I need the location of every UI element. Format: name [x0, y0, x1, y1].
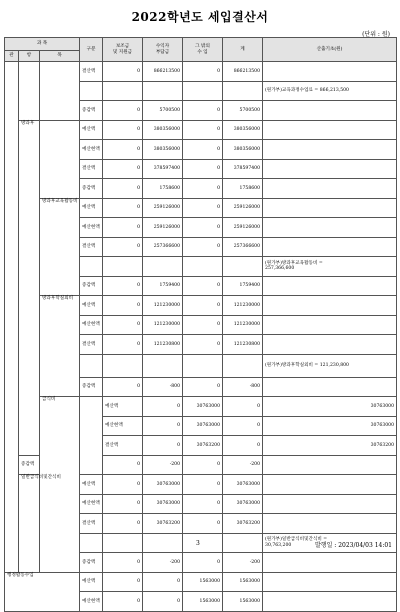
- cell-beneficiary: -800: [143, 377, 183, 397]
- cell-other: 0: [183, 237, 223, 257]
- cell-subsidy: 0: [103, 553, 143, 573]
- cell-total: 121230000: [223, 315, 263, 335]
- cell-other: [183, 533, 223, 553]
- cell-other: [183, 354, 223, 377]
- cell-other: 0: [223, 416, 263, 436]
- row-label: 예산액: [103, 397, 143, 417]
- cell-basis: [263, 572, 397, 592]
- row-label: 증감액: [80, 553, 103, 573]
- cell-beneficiary: 378597400: [143, 159, 183, 179]
- cell-basis: [263, 101, 397, 121]
- row-label: 예산액: [80, 572, 103, 592]
- cell-basis: [263, 140, 397, 160]
- cell-beneficiary: 380356000: [143, 120, 183, 140]
- cell-total: 30763000: [263, 397, 397, 417]
- cell-total: 121230800: [223, 335, 263, 355]
- row-label: 예산액: [80, 198, 103, 218]
- cell-subsidy: [103, 81, 143, 101]
- cell-other: 0: [183, 218, 223, 238]
- mok-cell: [40, 120, 80, 198]
- cell-beneficiary: 1759400: [143, 276, 183, 296]
- cell-total: 257366600: [223, 237, 263, 257]
- row-label: 결산액: [80, 62, 103, 82]
- row-label: 결산액: [80, 335, 103, 355]
- header-other: 그 밖의 수 입: [183, 38, 223, 62]
- cell-basis: [263, 159, 397, 179]
- cell-subsidy: 0: [103, 572, 143, 592]
- row-label: 결산액: [80, 514, 103, 534]
- cell-basis: [263, 455, 397, 475]
- cell-other: 0: [183, 494, 223, 514]
- cell-subsidy: 0: [143, 416, 183, 436]
- cell-total: 259126000: [223, 218, 263, 238]
- cell-beneficiary: [143, 533, 183, 553]
- header-beneficiary: 수익자 부담금: [143, 38, 183, 62]
- cell-total: 30763000: [223, 494, 263, 514]
- cell-subsidy: 0: [103, 62, 143, 82]
- cell-basis: [263, 120, 397, 140]
- mok-after-school-outside: 방과후학실외비: [40, 296, 80, 397]
- mok-cell: [40, 62, 80, 121]
- cell-other: 0: [183, 514, 223, 534]
- cell-beneficiary: 30763200: [183, 436, 223, 456]
- cell-other: 0: [183, 140, 223, 160]
- cell-other: 0: [183, 101, 223, 121]
- cell-beneficiary: [143, 354, 183, 377]
- printed-date: 발행일 : 2023/04/03 14:01: [314, 542, 392, 549]
- header-mok: 목: [40, 51, 80, 62]
- row-label: [80, 533, 103, 553]
- cell-total: [223, 354, 263, 377]
- cell-total: 30763000: [263, 416, 397, 436]
- cell-other: 0: [183, 315, 223, 335]
- cell-beneficiary: 30763000: [143, 494, 183, 514]
- cell-basis: (원가부)일반급식비및간식비 = 30,763,200: [263, 533, 397, 553]
- cell-other: 0: [183, 455, 223, 475]
- gwan-cell: [5, 62, 19, 573]
- cell-subsidy: 0: [103, 494, 143, 514]
- cell-other: 0: [223, 397, 263, 417]
- cell-total: 380356000: [223, 140, 263, 160]
- row-label: 예산현액: [80, 494, 103, 514]
- cell-other: 0: [183, 475, 223, 495]
- cell-beneficiary: 121230000: [143, 315, 183, 335]
- cell-beneficiary: 30763200: [143, 514, 183, 534]
- row-label: 증감액: [80, 276, 103, 296]
- cell-basis: [263, 377, 397, 397]
- row-label: 증감액: [80, 101, 103, 121]
- cell-basis: [263, 592, 397, 612]
- header-account: 과 목: [5, 38, 80, 51]
- cell-total: 5700500: [223, 101, 263, 121]
- cell-total: 1563000: [223, 592, 263, 612]
- row-label: 결산액: [80, 237, 103, 257]
- cell-subsidy: 0: [103, 315, 143, 335]
- cell-other: [183, 257, 223, 277]
- cell-other: 0: [183, 553, 223, 573]
- cell-total: 259126000: [223, 198, 263, 218]
- row-label: 증감액: [19, 455, 40, 475]
- document-title: 2022학년도 세입결산서: [131, 10, 269, 24]
- cell-total: 30763200: [263, 436, 397, 456]
- cell-subsidy: [103, 257, 143, 277]
- cell-total: 30763200: [223, 514, 263, 534]
- cell-basis: (원가부)교육과정수업료 = 866,213,500: [263, 81, 397, 101]
- cell-other: 0: [183, 179, 223, 199]
- unit-label: (단위 : 원): [362, 31, 390, 38]
- cell-subsidy: 0: [103, 159, 143, 179]
- row-label: 증감액: [80, 377, 103, 397]
- cell-subsidy: 0: [103, 592, 143, 612]
- cell-subsidy: 0: [103, 455, 143, 475]
- cell-other: 0: [183, 198, 223, 218]
- cell-subsidy: 0: [103, 296, 143, 316]
- row-label: 결산액: [103, 436, 143, 456]
- cell-total: -200: [223, 455, 263, 475]
- mok-after-school-edu: 방과후교육활동비: [40, 198, 80, 296]
- cell-total: -200: [223, 553, 263, 573]
- row-label: 예산현액: [80, 315, 103, 335]
- cell-other: 0: [183, 276, 223, 296]
- cell-total: 380356000: [223, 120, 263, 140]
- cell-other: [183, 81, 223, 101]
- row-label: 예산현액: [80, 218, 103, 238]
- cell-basis: [263, 553, 397, 573]
- cell-beneficiary: 30763000: [183, 397, 223, 417]
- cell-subsidy: 0: [103, 198, 143, 218]
- cell-subsidy: [103, 533, 143, 553]
- cell-other: 0: [183, 120, 223, 140]
- cell-subsidy: 0: [103, 140, 143, 160]
- cell-beneficiary: 380356000: [143, 140, 183, 160]
- cell-beneficiary: 1758600: [143, 179, 183, 199]
- cell-total: 378597400: [223, 159, 263, 179]
- hang-meal: 급식비: [40, 397, 80, 573]
- row-label: 예산액: [80, 475, 103, 495]
- cell-total: 121230000: [223, 296, 263, 316]
- cell-subsidy: 0: [103, 101, 143, 121]
- cell-basis: [263, 494, 397, 514]
- cell-total: [223, 257, 263, 277]
- header-division: 구분: [80, 38, 103, 62]
- cell-basis: [263, 315, 397, 335]
- header-gwan: 관: [5, 51, 19, 62]
- cell-beneficiary: 259126000: [143, 198, 183, 218]
- cell-total: 866213500: [223, 62, 263, 82]
- header-subsidy: 보조금 및 지원금: [103, 38, 143, 62]
- cell-basis: [263, 276, 397, 296]
- cell-subsidy: 0: [103, 276, 143, 296]
- cell-subsidy: 0: [103, 335, 143, 355]
- cell-basis: [263, 335, 397, 355]
- cell-subsidy: 0: [103, 120, 143, 140]
- cell-basis: [263, 198, 397, 218]
- cell-other: 0: [183, 159, 223, 179]
- cell-basis: [263, 296, 397, 316]
- cell-beneficiary: [143, 81, 183, 101]
- cell-beneficiary: 121230800: [143, 335, 183, 355]
- cell-beneficiary: 30763000: [143, 475, 183, 495]
- cell-beneficiary: 5700500: [143, 101, 183, 121]
- hang-after-school: 방과후: [19, 120, 40, 455]
- cell-subsidy: 0: [103, 179, 143, 199]
- cell-basis: [263, 179, 397, 199]
- cell-beneficiary: 866213500: [143, 62, 183, 82]
- cell-other: 0: [183, 335, 223, 355]
- row-label: 예산현액: [103, 416, 143, 436]
- cell-beneficiary: 30763000: [183, 416, 223, 436]
- cell-beneficiary: -200: [143, 553, 183, 573]
- gwan-admin: 행정활동수입: [5, 572, 80, 611]
- cell-other: 0: [223, 436, 263, 456]
- cell-basis: (원가부)방과후교육활동비 = 257,366,600: [263, 257, 397, 277]
- settlement-table: [4, 37, 397, 612]
- cell-other: 1563000: [183, 592, 223, 612]
- cell-total: 30763000: [223, 475, 263, 495]
- cell-total: [223, 81, 263, 101]
- cell-basis: [263, 62, 397, 82]
- cell-total: -800: [223, 377, 263, 397]
- hang-cell: [19, 62, 40, 121]
- cell-basis: [263, 218, 397, 238]
- row-label: 예산액: [80, 296, 103, 316]
- cell-total: [223, 533, 263, 553]
- cell-subsidy: 0: [103, 237, 143, 257]
- row-label: 예산현액: [80, 140, 103, 160]
- cell-other: 0: [183, 62, 223, 82]
- mok-cell: [80, 397, 103, 475]
- cell-basis: [263, 237, 397, 257]
- cell-other: 1563000: [183, 572, 223, 592]
- cell-beneficiary: [143, 257, 183, 277]
- cell-total: 1759400: [223, 276, 263, 296]
- cell-basis: (원가부)방과후학실외비 = 121,230,800: [263, 354, 397, 377]
- cell-beneficiary: 257366600: [143, 237, 183, 257]
- cell-subsidy: 0: [143, 397, 183, 417]
- cell-subsidy: 0: [103, 514, 143, 534]
- header-basis: 산출기초(원): [263, 38, 397, 62]
- cell-subsidy: 0: [103, 218, 143, 238]
- cell-subsidy: 0: [143, 436, 183, 456]
- row-label: 증감액: [80, 179, 103, 199]
- row-label: 예산액: [80, 120, 103, 140]
- page-number: 3: [196, 540, 200, 547]
- row-label: 예산현액: [80, 592, 103, 612]
- cell-beneficiary: -200: [143, 455, 183, 475]
- row-label: 결산액: [80, 159, 103, 179]
- cell-subsidy: 0: [103, 377, 143, 397]
- cell-total: 1758600: [223, 179, 263, 199]
- row-label: [80, 354, 103, 377]
- cell-beneficiary: 259126000: [143, 218, 183, 238]
- cell-total: 1563000: [223, 572, 263, 592]
- row-label: [80, 257, 103, 277]
- cell-basis: [263, 514, 397, 534]
- header-total: 계: [223, 38, 263, 62]
- cell-beneficiary: 121230000: [143, 296, 183, 316]
- mok-meal-snack: 일반급식비및간식비: [19, 475, 40, 573]
- row-label: [80, 81, 103, 101]
- cell-basis: [263, 475, 397, 495]
- cell-subsidy: [103, 354, 143, 377]
- cell-subsidy: 0: [103, 475, 143, 495]
- header-hang: 항: [19, 51, 40, 62]
- cell-other: 0: [183, 377, 223, 397]
- cell-beneficiary: 0: [143, 572, 183, 592]
- cell-other: 0: [183, 296, 223, 316]
- cell-beneficiary: 0: [143, 592, 183, 612]
